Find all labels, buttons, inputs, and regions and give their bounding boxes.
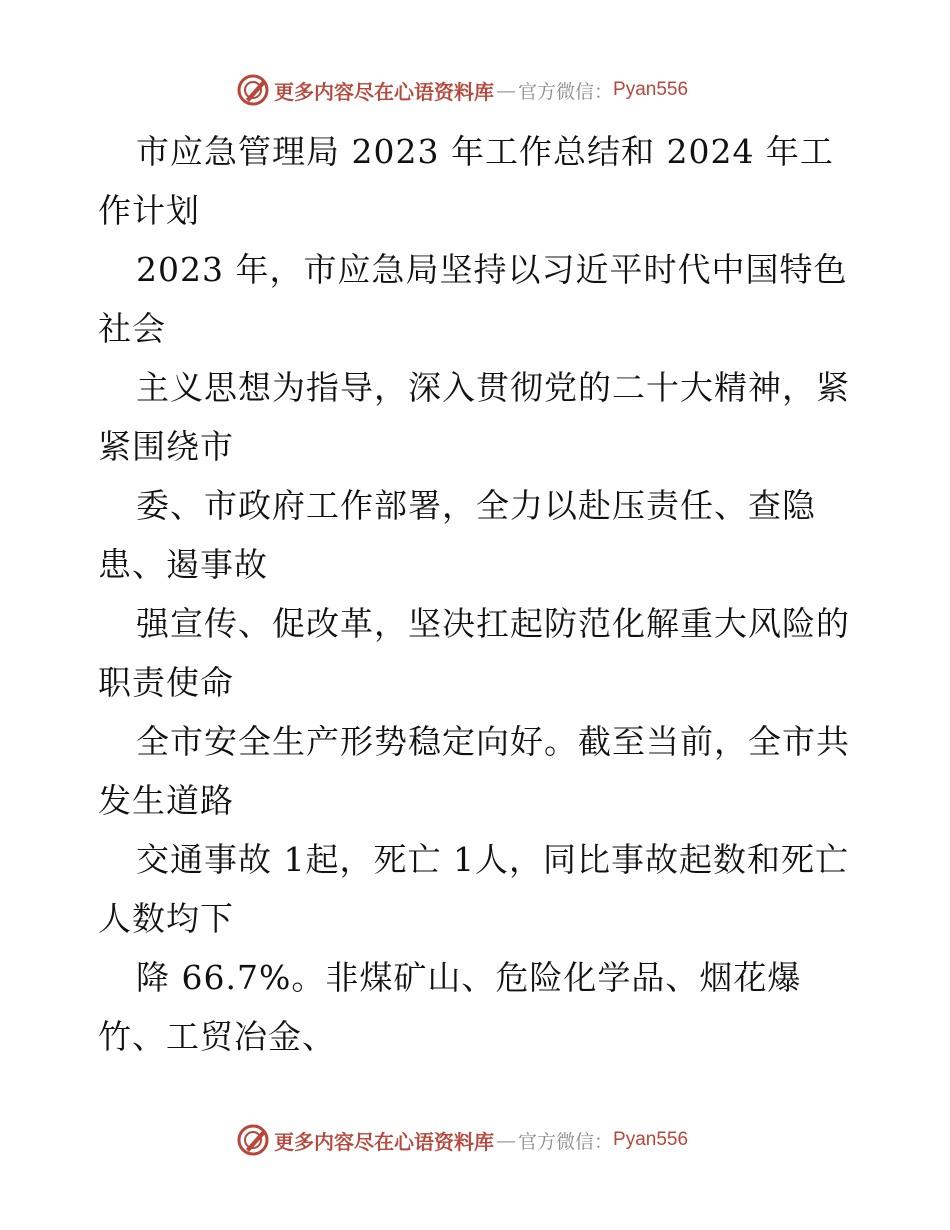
- watermark-dash: —: [496, 78, 516, 102]
- document-title-paragraph: 市应急管理局 2023 年工作总结和 2024 年工作计划: [98, 132, 834, 230]
- watermark-label: 官方微信：: [518, 80, 614, 103]
- body-paragraph: 强宣传、促改革，坚决扛起防范化解重大风险的职责使命: [98, 604, 850, 702]
- body-paragraph: 交通事故 1起，死亡 1人，同比事故起数和死亡人数均下: [98, 840, 849, 938]
- header-watermark: [236, 72, 756, 108]
- body-paragraph: 委、市政府工作部署，全力以赴压责任、查隐患、遏事故: [98, 486, 816, 584]
- pen-logo-icon: [236, 73, 270, 107]
- watermark-main-text: 更多内容尽在心语资料库: [274, 1129, 494, 1154]
- watermark-id: Pyan556: [613, 1129, 689, 1150]
- watermark-id: Pyan556: [613, 79, 689, 100]
- document-body: [98, 122, 854, 1066]
- watermark-main-text: 更多内容尽在心语资料库: [274, 79, 494, 104]
- body-paragraph: 2023 年，市应急局坚持以习近平时代中国特色社会: [98, 250, 848, 348]
- body-paragraph: 全市安全生产形势稳定向好。截至当前，全市共发生道路: [98, 722, 850, 820]
- body-paragraph: 降 66.7%。非煤矿山、危险化学品、烟花爆竹、工贸冶金、: [98, 958, 802, 1056]
- watermark-dash: —: [496, 1128, 516, 1152]
- body-paragraph: 主义思想为指导，深入贯彻党的二十大精神，紧紧围绕市: [98, 368, 850, 466]
- watermark-label: 官方微信：: [518, 1130, 614, 1153]
- pen-logo-icon: [236, 1123, 270, 1157]
- footer-watermark: [236, 1122, 756, 1158]
